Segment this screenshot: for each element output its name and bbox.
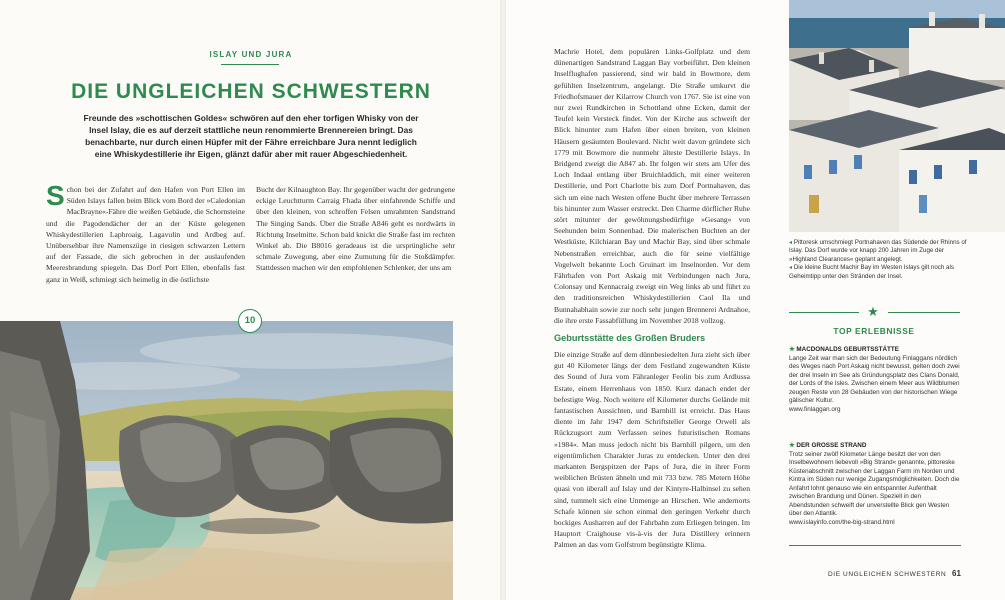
photo-number-badge: 10 [238, 309, 262, 333]
photo-captions [789, 239, 969, 281]
caption-1 [789, 239, 969, 264]
running-footer: DIE UNGLEICHEN SCHWESTERN [828, 571, 947, 578]
triangle-bullet-icon: ◂ [789, 264, 794, 272]
machir-bay-photo [0, 321, 453, 600]
star-bullet-icon: ★ [789, 442, 797, 449]
triangle-bullet-icon: ◂ [789, 239, 794, 246]
tip-1 [789, 346, 961, 414]
caption-1-text: Pittoresk umschmiegt Portnahaven das Südende der Rhinns of Islay. Das Dorf wurde vor knapp 200 Jahren im Zuge der »Highland Clearances« geplant angelegt. [789, 239, 967, 263]
caption-2 [789, 264, 969, 281]
section-kicker: ISLAY UND JURA [209, 50, 293, 59]
body-column-1 [46, 180, 245, 285]
beach-rocks-illustration [0, 321, 453, 600]
body-column-2: Bucht der Kilnaughton Bay. Ihr gegenüber wacht der gedrungene eckige Leuchtturm Carraig Fhada über einfahrende Schiffe und über den kleinen, von schroffen Felsen umrahmten Sandstrand The Singing Sands. Über die Straße A846 geht es nordwärts in Richtung Inselmitte. Schon bald knickt die Straße fast im rechten Winkel ab. Die B8016 geradeaus ist die ursprüngliche sehr schmale Zuwegung, aber eine Zumutung für die Stoßdämpfer. Stattdessen machen wir den empfohlenen Schlenker, der uns am [256, 185, 455, 273]
article-title: DIE UNGLEICHEN SCHWESTERN [71, 80, 431, 103]
tip-2 [789, 442, 961, 527]
page-number: 61 [952, 569, 961, 578]
box-title: TOP ERLEBNISSE [833, 326, 915, 336]
tip-1-title: ★ MACDONALDS GEBURTSSTÄTTE [789, 346, 899, 353]
caption-2-text: Die kleine Bucht Machir Bay im Westen Islays gilt noch als Geheimtipp unter den Stränden der Insel. [789, 264, 954, 280]
star-bullet-icon: ★ [789, 346, 797, 353]
subheading: Geburtsstätte des Großen Bruders [554, 333, 706, 343]
portnahaven-photo [789, 0, 1005, 232]
box-rule-bottom [789, 545, 961, 546]
kicker-rule [221, 64, 279, 65]
article-lead: Freunde des »schottischen Goldes« schwören auf den eher torfigen Whisky von der Insel Islay, die es auf derzeit stattliche neun renommierte Brennereien bringt. Das benachbarte, nur durch einen Hüpfer mit der Fähre erreichbare Jura nennt lediglich eine Whiskydestillerie ihr Eigen, glänzt dafür aber mit rauer Abgeschiedenheit. [83, 113, 419, 159]
dropcap: S [46, 180, 65, 211]
tip-2-url: www.islayinfo.com/the-big-strand.html [789, 518, 895, 526]
star-icon: ★ [867, 304, 879, 319]
tip-2-title: ★ DER GROSSE STRAND [789, 442, 867, 449]
box-rule-right [888, 312, 960, 313]
tip-1-body: Lange Zeit war man sich der Bedeutung Finlaggans nördlich des Weges nach Port Askaig nicht bewusst, gelten doch zwei der drei Inseln im See als Gründungsplatz des Clans Donald, der Lords of the Isles. Zwischen einem Meer aus Wildblumen zeugen Reste von 28 Gebäuden von der historischen Wiege gälischer Kultur. [789, 354, 960, 405]
tip-2-body: Trotz seiner zwölf Kilometer Länge besitzt der von den Inselbewohnern liebevoll »Big Strand« genannte, pittoreske Küstenabschnitt zwischen der Laggan Farm im Norden und Kintra im Süden nur wenige Zugangsmöglichkeiten. Doch die Anfahrt lohnt genauso wie ein entspannter Aufenthalt zwischen Brandung und Dünen. Speziell in den Abendstunden schweift der unverstellte Blick gen Westen über den Atlantik. [789, 450, 960, 518]
village-illustration [789, 0, 1005, 232]
body-column-3b: Die einzige Straße auf dem dünnbesiedelten Jura zieht sich über gut 40 Kilometer längs der dem Festland zugewandten Küste des Sound of Jura vom Fähranleger Feolin bis zum Ardlussa Estate, einem Herrenhaus von 1850. Kurz danach endet der befestigte Weg. Noch weitere elf Kilometer durchs Gelände mit fantastischen Aussichten, und Barnhill ist erreicht. Das Haus diente im Jahr 1947 dem Schriftsteller George Orwell als Rückzugsort zum Verfassen seines futuristischen Romans »1984«. Man muss jedoch nicht bis Barnhill pilgern, um den eigentümlichen Charakter Juras zu entdecken. Unter den drei markanten Bergspitzen der Paps of Jura, die in ihrer Form weiblichen Brüsten ähneln und mit 733 bzw. 785 Metern Höhe quasi von überall auf Islay und der Kintyre-Halbinsel zu sehen sind, tummelt sich eine Unmenge an Hirschen. Wie andernorts Schafe können sie schon einmal den geringen Verkehr durch bockiges Ausharren auf der Fahrbahn zum Erliegen bringen. Im Hauptort Craighouse vis-à-vis der Jura Distillery erinnern Palmen an das vom Golfstrom begünstigte Klima. [554, 350, 750, 550]
body-column-3: Machrie Hotel, dem populären Links-Golfplatz und dem dünenartigen Sandstrand Laggan Bay vorbeiführt. Den kleinen Inselflughafen passierend, sind wir bald in Bowmore, dem gefühlten Inselzentrum, angelangt. Die Straße umkurvt die Friedhofsmauer der Kilarrow Church von 1767. Sie ist eine von nur zwei Rundkirchen in Schottland ohne Ecken, damit der Teufel kein Versteck findet. Von der Kirche aus schweift der Blick hinunter zum Hafen über einen breiten, von kleinen Häusern gesäumten Boulevard. Nicht weit davon gründete sich 1779 mit Bowmore die nunmehr älteste Destillerie Islays. In Bridgend zweigt die A847 ab. Ihr folgen wir stets am Ufer des Loch Indaal entlang über Bruichladdich, mit einer weiteren Destillerie, und Port Charlotte bis zum Dorf Portnahaven, das sich um eine nach Westen offene Bucht über mehrere Terrassen bis hinunter zum Wasser erstreckt. Den Charme dörflicher Ruhe stört mitunter der gewöhnungsbedürftige »Gesang« von Seehunden beim Sonnenbad. Die malerischen Buchten an der Westküste, Kilchiaran Bay und Machir Bay, sind über schmale Nebenstraßen erreichbar, auch die für seine vielfältige Vogelwelt bekannte Loch Gruinart im Inselnorden. Vor dem Fährhafen von Port Askaig mit Verbindungen nach Jura, Colonsay und Kennacraig zweigt ein Weg links ab und führt zu den traditionsreichen Whiskydestillerien Caol Ila und Bunnahabhain sowie zur noch sehr jungen Brennerei Ardnahoe, die ihre erste Fassabfüllung im November 2018 vollzog. [554, 47, 750, 325]
box-rule-left [789, 312, 859, 313]
tip-1-url: www.finlaggan.org [789, 405, 841, 413]
body-text-1: chon bei der Zufahrt auf den Hafen von Port Ellen im Süden Islays fallen beim Blick vom Bord der »Caledonian MacBrayne«-Fähre die weißen Gebäude, die Schornsteine und die Pagodendächer der an der Küste gelegenen Whiskydestillerien Laphroaig, Lagavulin und Ardbeg auf. Unübersehbar ihre Namenszüge in riesigen schwarzen Lettern auf der Fassade, die sich gebrochen in der auslaufenden Meeresbrandung spiegeln. Das Dorf Port Ellen, ebenfalls fast ganz in Weiß, schmiegt sich heimelig in die östlichste [46, 185, 245, 284]
